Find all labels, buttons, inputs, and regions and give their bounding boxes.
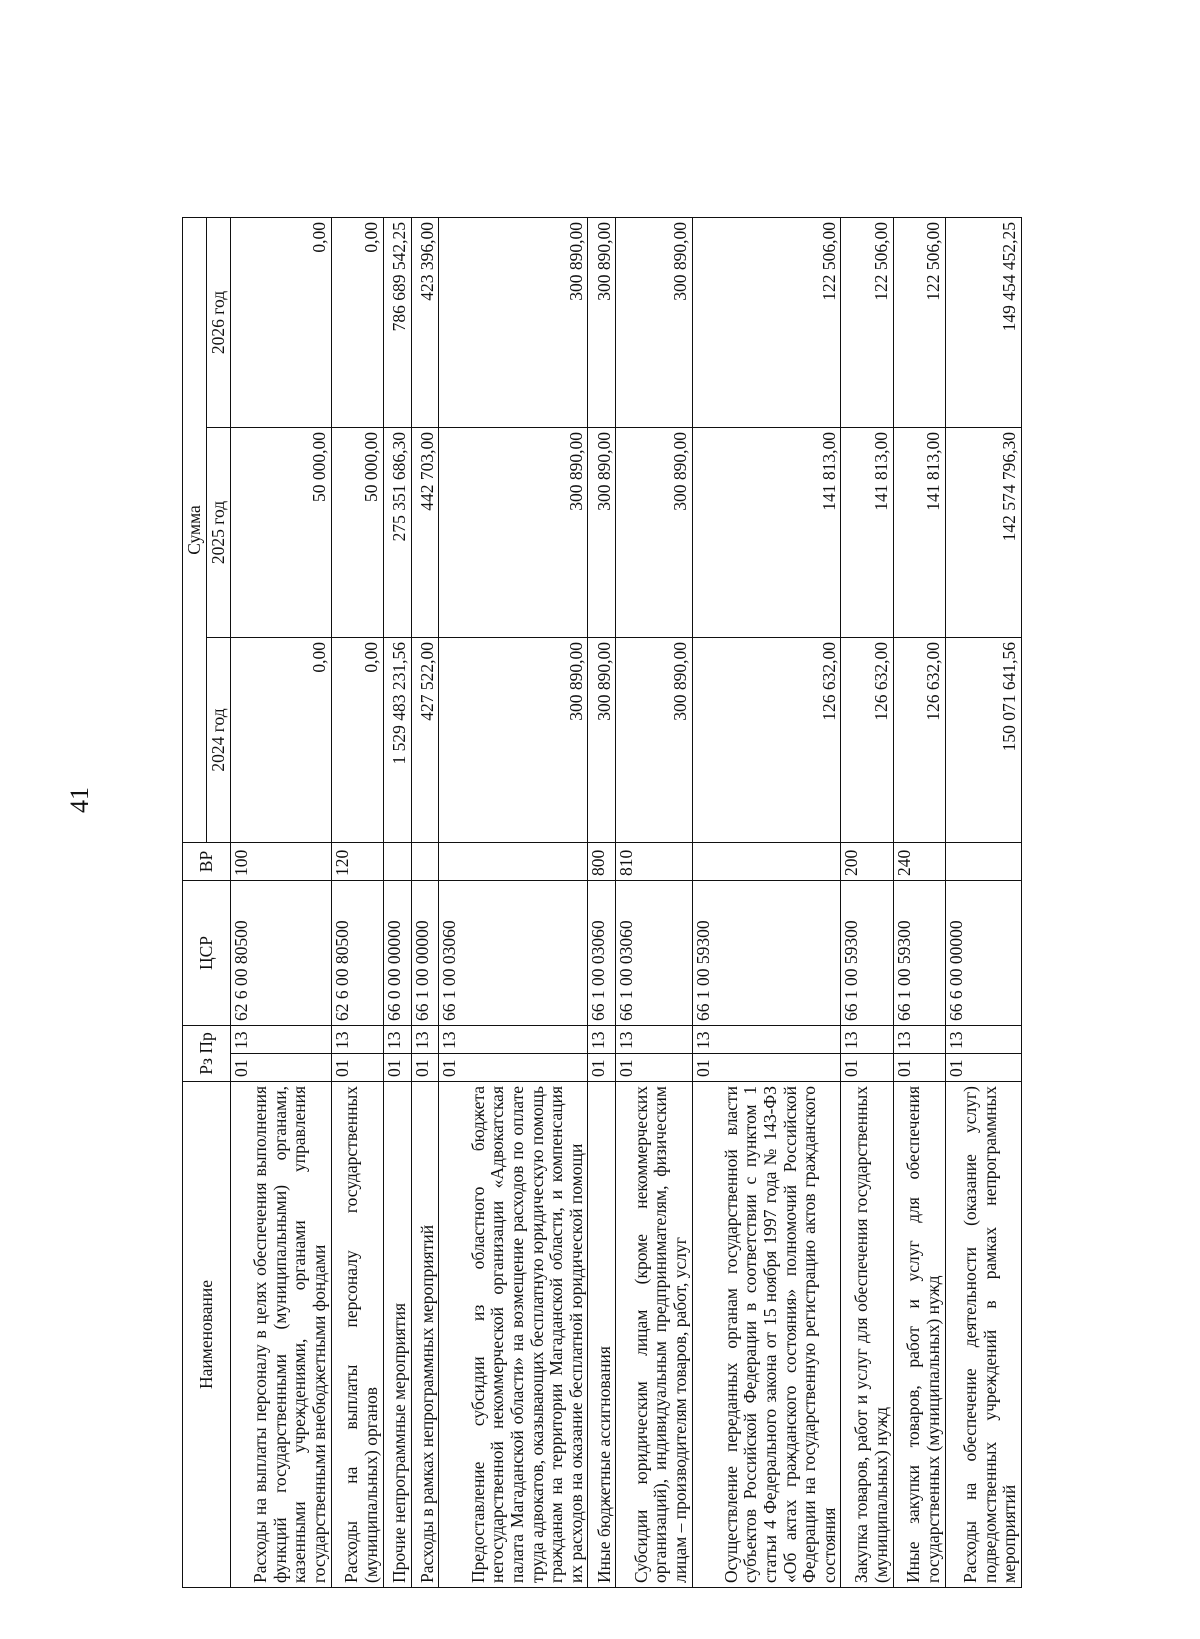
row-rz: 01 xyxy=(231,1054,332,1082)
row-pr: 13 xyxy=(588,1025,616,1053)
row-vr xyxy=(945,842,1021,880)
row-name: Иные бюджетные ассигнования xyxy=(588,1082,616,1588)
row-pr: 13 xyxy=(692,1025,841,1053)
row-pr: 13 xyxy=(439,1025,588,1053)
row-2026: 149 454 452,25 xyxy=(945,217,1021,427)
row-rz: 01 xyxy=(383,1054,411,1082)
row-2024: 300 890,00 xyxy=(439,637,588,842)
row-2026: 300 890,00 xyxy=(588,217,616,427)
row-2026: 122 506,00 xyxy=(692,217,841,427)
table-row xyxy=(692,217,841,1587)
row-csr: 66 1 00 59300 xyxy=(692,880,841,1025)
header-sum: Сумма xyxy=(183,217,207,842)
row-pr: 13 xyxy=(383,1025,411,1053)
header-year-2026: 2026 год xyxy=(207,217,231,427)
header-vr: ВР xyxy=(183,842,231,880)
header-name: Наименование xyxy=(183,1082,231,1588)
row-2024: 300 890,00 xyxy=(616,637,692,842)
row-pr: 13 xyxy=(411,1025,439,1053)
row-2026: 786 689 542,25 xyxy=(383,217,411,427)
row-csr: 62 6 00 80500 xyxy=(231,880,332,1025)
row-2025: 50 000,00 xyxy=(331,427,383,637)
row-vr xyxy=(692,842,841,880)
row-name: Расходы в рамках непрограммных мероприятий xyxy=(411,1082,439,1588)
row-pr: 13 xyxy=(331,1025,383,1053)
header-row xyxy=(183,217,207,1587)
row-rz: 01 xyxy=(945,1054,1021,1082)
row-name: Предоставление субсидии из областного бюджета негосударственной некоммерческой организации «Адвокатская палата Магаданской области» на возмещение расходов по оплате труда адвокатов, оказывающих бесплатную юридическую помощь гражданам на территории Магаданской области, и компенсация их расходов на оказание бесплатной юридической помощи xyxy=(439,1082,588,1588)
header-year-2024: 2024 год xyxy=(207,637,231,842)
row-2025: 141 813,00 xyxy=(692,427,841,637)
row-2026: 0,00 xyxy=(231,217,332,427)
row-csr: 66 1 00 00000 xyxy=(411,880,439,1025)
row-csr: 66 1 00 03060 xyxy=(588,880,616,1025)
table-row xyxy=(411,217,439,1587)
header-rz-pr: Рз Пр xyxy=(183,1025,231,1081)
row-vr: 200 xyxy=(841,842,893,880)
row-2026: 423 396,00 xyxy=(411,217,439,427)
row-vr: 800 xyxy=(588,842,616,880)
row-csr: 66 0 00 00000 xyxy=(383,880,411,1025)
row-vr: 100 xyxy=(231,842,332,880)
row-csr: 62 6 00 80500 xyxy=(331,880,383,1025)
row-2025: 141 813,00 xyxy=(841,427,893,637)
row-name: Осуществление переданных органам государственной власти субъектов Российской Федерации в соответствии с пунктом 1 статьи 4 Федерального закона от 15 ноября 1997 года № 143-ФЗ «Об актах гражданского состояния» полномочий Российской Федерации на государственную регистрацию актов гражданского состояния xyxy=(692,1082,841,1588)
row-name: Расходы на обеспечение деятельности (оказание услуг) подведомственных учреждений в рамках непрограммных мероприятий xyxy=(945,1082,1021,1588)
row-vr: 810 xyxy=(616,842,692,880)
row-2025: 300 890,00 xyxy=(439,427,588,637)
row-2024: 300 890,00 xyxy=(588,637,616,842)
row-rz: 01 xyxy=(692,1054,841,1082)
row-rz: 01 xyxy=(439,1054,588,1082)
row-2026: 300 890,00 xyxy=(439,217,588,427)
row-name: Иные закупки товаров, работ и услуг для обеспечения государственных (муниципальных) нужд xyxy=(893,1082,945,1588)
row-2024: 427 522,00 xyxy=(411,637,439,842)
row-2026: 122 506,00 xyxy=(893,217,945,427)
row-pr: 13 xyxy=(616,1025,692,1053)
row-2025: 275 351 686,30 xyxy=(383,427,411,637)
row-csr: 66 1 00 03060 xyxy=(439,880,588,1025)
row-2025: 141 813,00 xyxy=(893,427,945,637)
row-vr: 120 xyxy=(331,842,383,880)
row-csr: 66 6 00 00000 xyxy=(945,880,1021,1025)
row-rz: 01 xyxy=(411,1054,439,1082)
row-csr: 66 1 00 59300 xyxy=(893,880,945,1025)
row-2024: 126 632,00 xyxy=(841,637,893,842)
table-row xyxy=(893,217,945,1587)
header-year-2025: 2025 год xyxy=(207,427,231,637)
table-row xyxy=(231,217,332,1587)
table-row xyxy=(331,217,383,1587)
row-csr: 66 1 00 03060 xyxy=(616,880,692,1025)
table-row xyxy=(439,217,588,1587)
row-name: Расходы на выплаты персоналу в целях обеспечения выполнения функций государственными (муниципальными) органами, казенными учреждениями, органами управления государственными внебюджетными фондами xyxy=(231,1082,332,1588)
row-vr xyxy=(439,842,588,880)
row-2024: 1 529 483 231,56 xyxy=(383,637,411,842)
row-pr: 13 xyxy=(945,1025,1021,1053)
row-name: Закупка товаров, работ и услуг для обеспечения государственных (муниципальных) нужд xyxy=(841,1082,893,1588)
header-csr: ЦСР xyxy=(183,880,231,1025)
row-2025: 442 703,00 xyxy=(411,427,439,637)
row-name: Субсидии юридическим лицам (кроме некоммерческих организаций), индивидуальным предпринимателям, физическим лицам – производителям товаров, работ, услуг xyxy=(616,1082,692,1588)
row-2025: 300 890,00 xyxy=(616,427,692,637)
budget-table xyxy=(182,217,1022,1588)
row-2024: 0,00 xyxy=(331,637,383,842)
row-rz: 01 xyxy=(616,1054,692,1082)
row-rz: 01 xyxy=(588,1054,616,1082)
table-row xyxy=(945,217,1021,1587)
row-pr: 13 xyxy=(231,1025,332,1053)
table-row xyxy=(383,217,411,1587)
row-2024: 126 632,00 xyxy=(692,637,841,842)
row-2025: 50 000,00 xyxy=(231,427,332,637)
row-pr: 13 xyxy=(893,1025,945,1053)
row-2025: 300 890,00 xyxy=(588,427,616,637)
row-csr: 66 1 00 59300 xyxy=(841,880,893,1025)
row-vr xyxy=(383,842,411,880)
page-number: 41 xyxy=(65,787,94,813)
row-name: Прочие непрограммные мероприятия xyxy=(383,1082,411,1588)
row-2026: 300 890,00 xyxy=(616,217,692,427)
row-name: Расходы на выплаты персоналу государственных (муниципальных) органов xyxy=(331,1082,383,1588)
table-row xyxy=(588,217,616,1587)
row-vr: 240 xyxy=(893,842,945,880)
row-2025: 142 574 796,30 xyxy=(945,427,1021,637)
row-2026: 122 506,00 xyxy=(841,217,893,427)
row-2024: 150 071 641,56 xyxy=(945,637,1021,842)
row-rz: 01 xyxy=(893,1054,945,1082)
row-pr: 13 xyxy=(841,1025,893,1053)
table-row xyxy=(616,217,692,1587)
rotated-table-container xyxy=(182,218,1022,1588)
row-2024: 126 632,00 xyxy=(893,637,945,842)
row-2026: 0,00 xyxy=(331,217,383,427)
row-2024: 0,00 xyxy=(231,637,332,842)
row-rz: 01 xyxy=(331,1054,383,1082)
table-row xyxy=(841,217,893,1587)
row-rz: 01 xyxy=(841,1054,893,1082)
row-vr xyxy=(411,842,439,880)
